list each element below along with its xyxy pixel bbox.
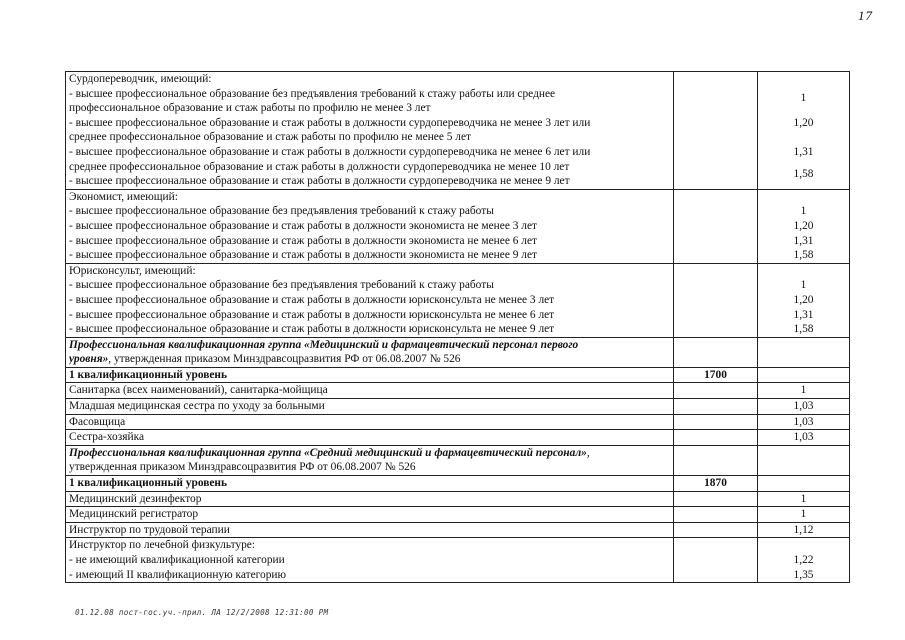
group-1-description bbox=[66, 337, 674, 367]
level-1a-label: 1 квалификационный уровень bbox=[66, 367, 674, 383]
table-row bbox=[66, 383, 850, 399]
lfk-line-2: - имеющий II квалификационную категорию bbox=[69, 568, 287, 581]
position-coef: 1,03 bbox=[758, 414, 850, 430]
group-2-title: Профессиональная квалификационная группа «Средний медицинский и фармацевтический персонал» bbox=[69, 446, 587, 459]
surdo-salary bbox=[674, 72, 758, 190]
position-name: Медицинский дезинфектор bbox=[66, 491, 674, 507]
level-1a-salary: 1700 bbox=[674, 367, 758, 383]
econ-line-3: - высшее профессиональное образование и стаж работы в должности экономиста не менее 6 лет bbox=[69, 234, 537, 247]
position-coef: 1 bbox=[758, 491, 850, 507]
group-1-title: Профессиональная квалификационная группа «Медицинский и фармацевтический персонал первого bbox=[69, 338, 579, 351]
position-coef: 1,03 bbox=[758, 399, 850, 415]
lfk-coefficients bbox=[758, 538, 850, 583]
surdo-line-2: профессиональное образование и стаж работы по профилю не менее 3 лет bbox=[69, 102, 431, 115]
level-1b-label: 1 квалификационный уровень bbox=[66, 476, 674, 492]
position-name: Инструктор по трудовой терапии bbox=[66, 522, 674, 538]
group-2-order: утвержденная приказом Минздравсоцразвития РФ от 06.08.2007 № 526 bbox=[69, 461, 416, 474]
position-coef: 1 bbox=[758, 383, 850, 399]
econ-line-1: - высшее профессиональное образование без предъявления требований к стажу работы bbox=[69, 205, 494, 218]
position-name: Медицинский регистратор bbox=[66, 507, 674, 523]
econ-line-4: - высшее профессиональное образование и стаж работы в должности экономиста не менее 9 лет bbox=[69, 249, 537, 262]
surdo-coef-3: 1,31 bbox=[793, 145, 814, 158]
table-row-econ bbox=[66, 189, 850, 263]
econ-coef-2: 1,20 bbox=[793, 219, 814, 232]
jur-line-2: - высшее профессиональное образование и стаж работы в должности юрисконсульта не менее 3 лет bbox=[69, 293, 555, 306]
surdo-line-6: среднее профессиональное образование и стаж работы в должности сурдопереводчика не менее 10 лет bbox=[69, 160, 570, 173]
jur-line-3: - высшее профессиональное образование и стаж работы в должности юрисконсульта не менее 6 лет bbox=[69, 308, 555, 321]
econ-coef-3: 1,31 bbox=[793, 234, 814, 247]
surdo-description bbox=[66, 72, 674, 190]
surdo-coef-4: 1,58 bbox=[793, 167, 814, 180]
table-row bbox=[66, 491, 850, 507]
econ-title: Экономист, имеющий: bbox=[69, 190, 178, 203]
lfk-coef-2: 1,35 bbox=[793, 568, 814, 581]
surdo-line-5: - высшее профессиональное образование и стаж работы в должности сурдопереводчика не менее 6 лет или bbox=[69, 145, 591, 158]
jur-line-4: - высшее профессиональное образование и стаж работы в должности юрисконсульта не менее 9 лет bbox=[69, 323, 555, 336]
table-row-level-1b bbox=[66, 476, 850, 492]
salary-coefficient-table bbox=[65, 71, 850, 583]
surdo-line-3: - высшее профессиональное образование и стаж работы в должности сурдопереводчика не менее 3 лет или bbox=[69, 116, 591, 129]
jur-salary bbox=[674, 263, 758, 337]
position-name: Младшая медицинская сестра по уходу за больными bbox=[66, 399, 674, 415]
position-coef: 1 bbox=[758, 507, 850, 523]
table-row-level-1a bbox=[66, 367, 850, 383]
table-row bbox=[66, 522, 850, 538]
lfk-line-1: - не имеющий квалификационной категории bbox=[69, 554, 285, 566]
jur-title: Юрисконсульт, имеющий: bbox=[69, 264, 196, 277]
level-1b-salary: 1870 bbox=[674, 476, 758, 492]
position-name: Фасовщица bbox=[66, 414, 674, 430]
page-number-text: 17 bbox=[858, 8, 873, 23]
group-2-description: Профессиональная квалификационная группа «Средний медицинский и фармацевтический персонал», утвержденная приказом Минздравсоцразвития РФ от 06.08.2007 № 526 bbox=[66, 445, 674, 475]
jur-coef-2: 1,20 bbox=[793, 293, 814, 306]
table-row bbox=[66, 507, 850, 523]
page-number bbox=[858, 8, 873, 24]
table-row-group-2 bbox=[66, 445, 850, 475]
group-1-order: , утвержденная приказом Минздравсоцразвития РФ от 06.08.2007 № 526 bbox=[108, 353, 461, 366]
group-1-title-end: уровня» bbox=[69, 353, 109, 366]
table-row-jur bbox=[66, 263, 850, 337]
surdo-title: Сурдопереводчик, имеющий: bbox=[69, 73, 212, 85]
table-row bbox=[66, 414, 850, 430]
surdo-line-1: - высшее профессиональное образование без предъявления требований к стажу работы или среднее bbox=[69, 87, 556, 100]
jur-description bbox=[66, 263, 674, 337]
table-row bbox=[66, 430, 850, 446]
lfk-description bbox=[66, 538, 674, 583]
print-footer: 01.12.08 пост-гос.уч.-прил. ЛА 12/2/2008 12:31:00 PM bbox=[75, 608, 329, 617]
table-row-surdo bbox=[66, 72, 850, 190]
position-name: Сестра-хозяйка bbox=[66, 430, 674, 446]
table-row-lfk bbox=[66, 538, 850, 583]
jur-coef-4: 1,58 bbox=[793, 323, 814, 336]
econ-coef-1: 1 bbox=[800, 205, 807, 218]
econ-salary bbox=[674, 189, 758, 263]
lfk-coef-1: 1,22 bbox=[793, 554, 814, 566]
surdo-line-7: - высшее профессиональное образование и стаж работы в должности сурдопереводчика не менее 9 лет bbox=[69, 175, 570, 188]
surdo-coef-1: 1 bbox=[800, 91, 807, 104]
econ-coefficients bbox=[758, 189, 850, 263]
surdo-coefficients bbox=[758, 72, 850, 190]
jur-coef-1: 1 bbox=[800, 279, 807, 292]
surdo-coef-2: 1,20 bbox=[793, 116, 814, 129]
lfk-title: Инструктор по лечебной физкультуре: bbox=[69, 539, 256, 552]
econ-line-2: - высшее профессиональное образование и стаж работы в должности экономиста не менее 3 лет bbox=[69, 219, 537, 232]
jur-coefficients bbox=[758, 263, 850, 337]
table-row-group-1 bbox=[66, 337, 850, 367]
econ-coef-4: 1,58 bbox=[793, 249, 814, 262]
table-row bbox=[66, 399, 850, 415]
econ-description bbox=[66, 189, 674, 263]
jur-line-1: - высшее профессиональное образование без предъявления требований к стажу работы bbox=[69, 279, 494, 292]
surdo-line-4: среднее профессиональное образование и стаж работы по профилю не менее 5 лет bbox=[69, 131, 472, 144]
position-coef: 1,12 bbox=[758, 522, 850, 538]
jur-coef-3: 1,31 bbox=[793, 308, 814, 321]
position-name: Санитарка (всех наименований), санитарка-мойщица bbox=[66, 383, 674, 399]
position-coef: 1,03 bbox=[758, 430, 850, 446]
